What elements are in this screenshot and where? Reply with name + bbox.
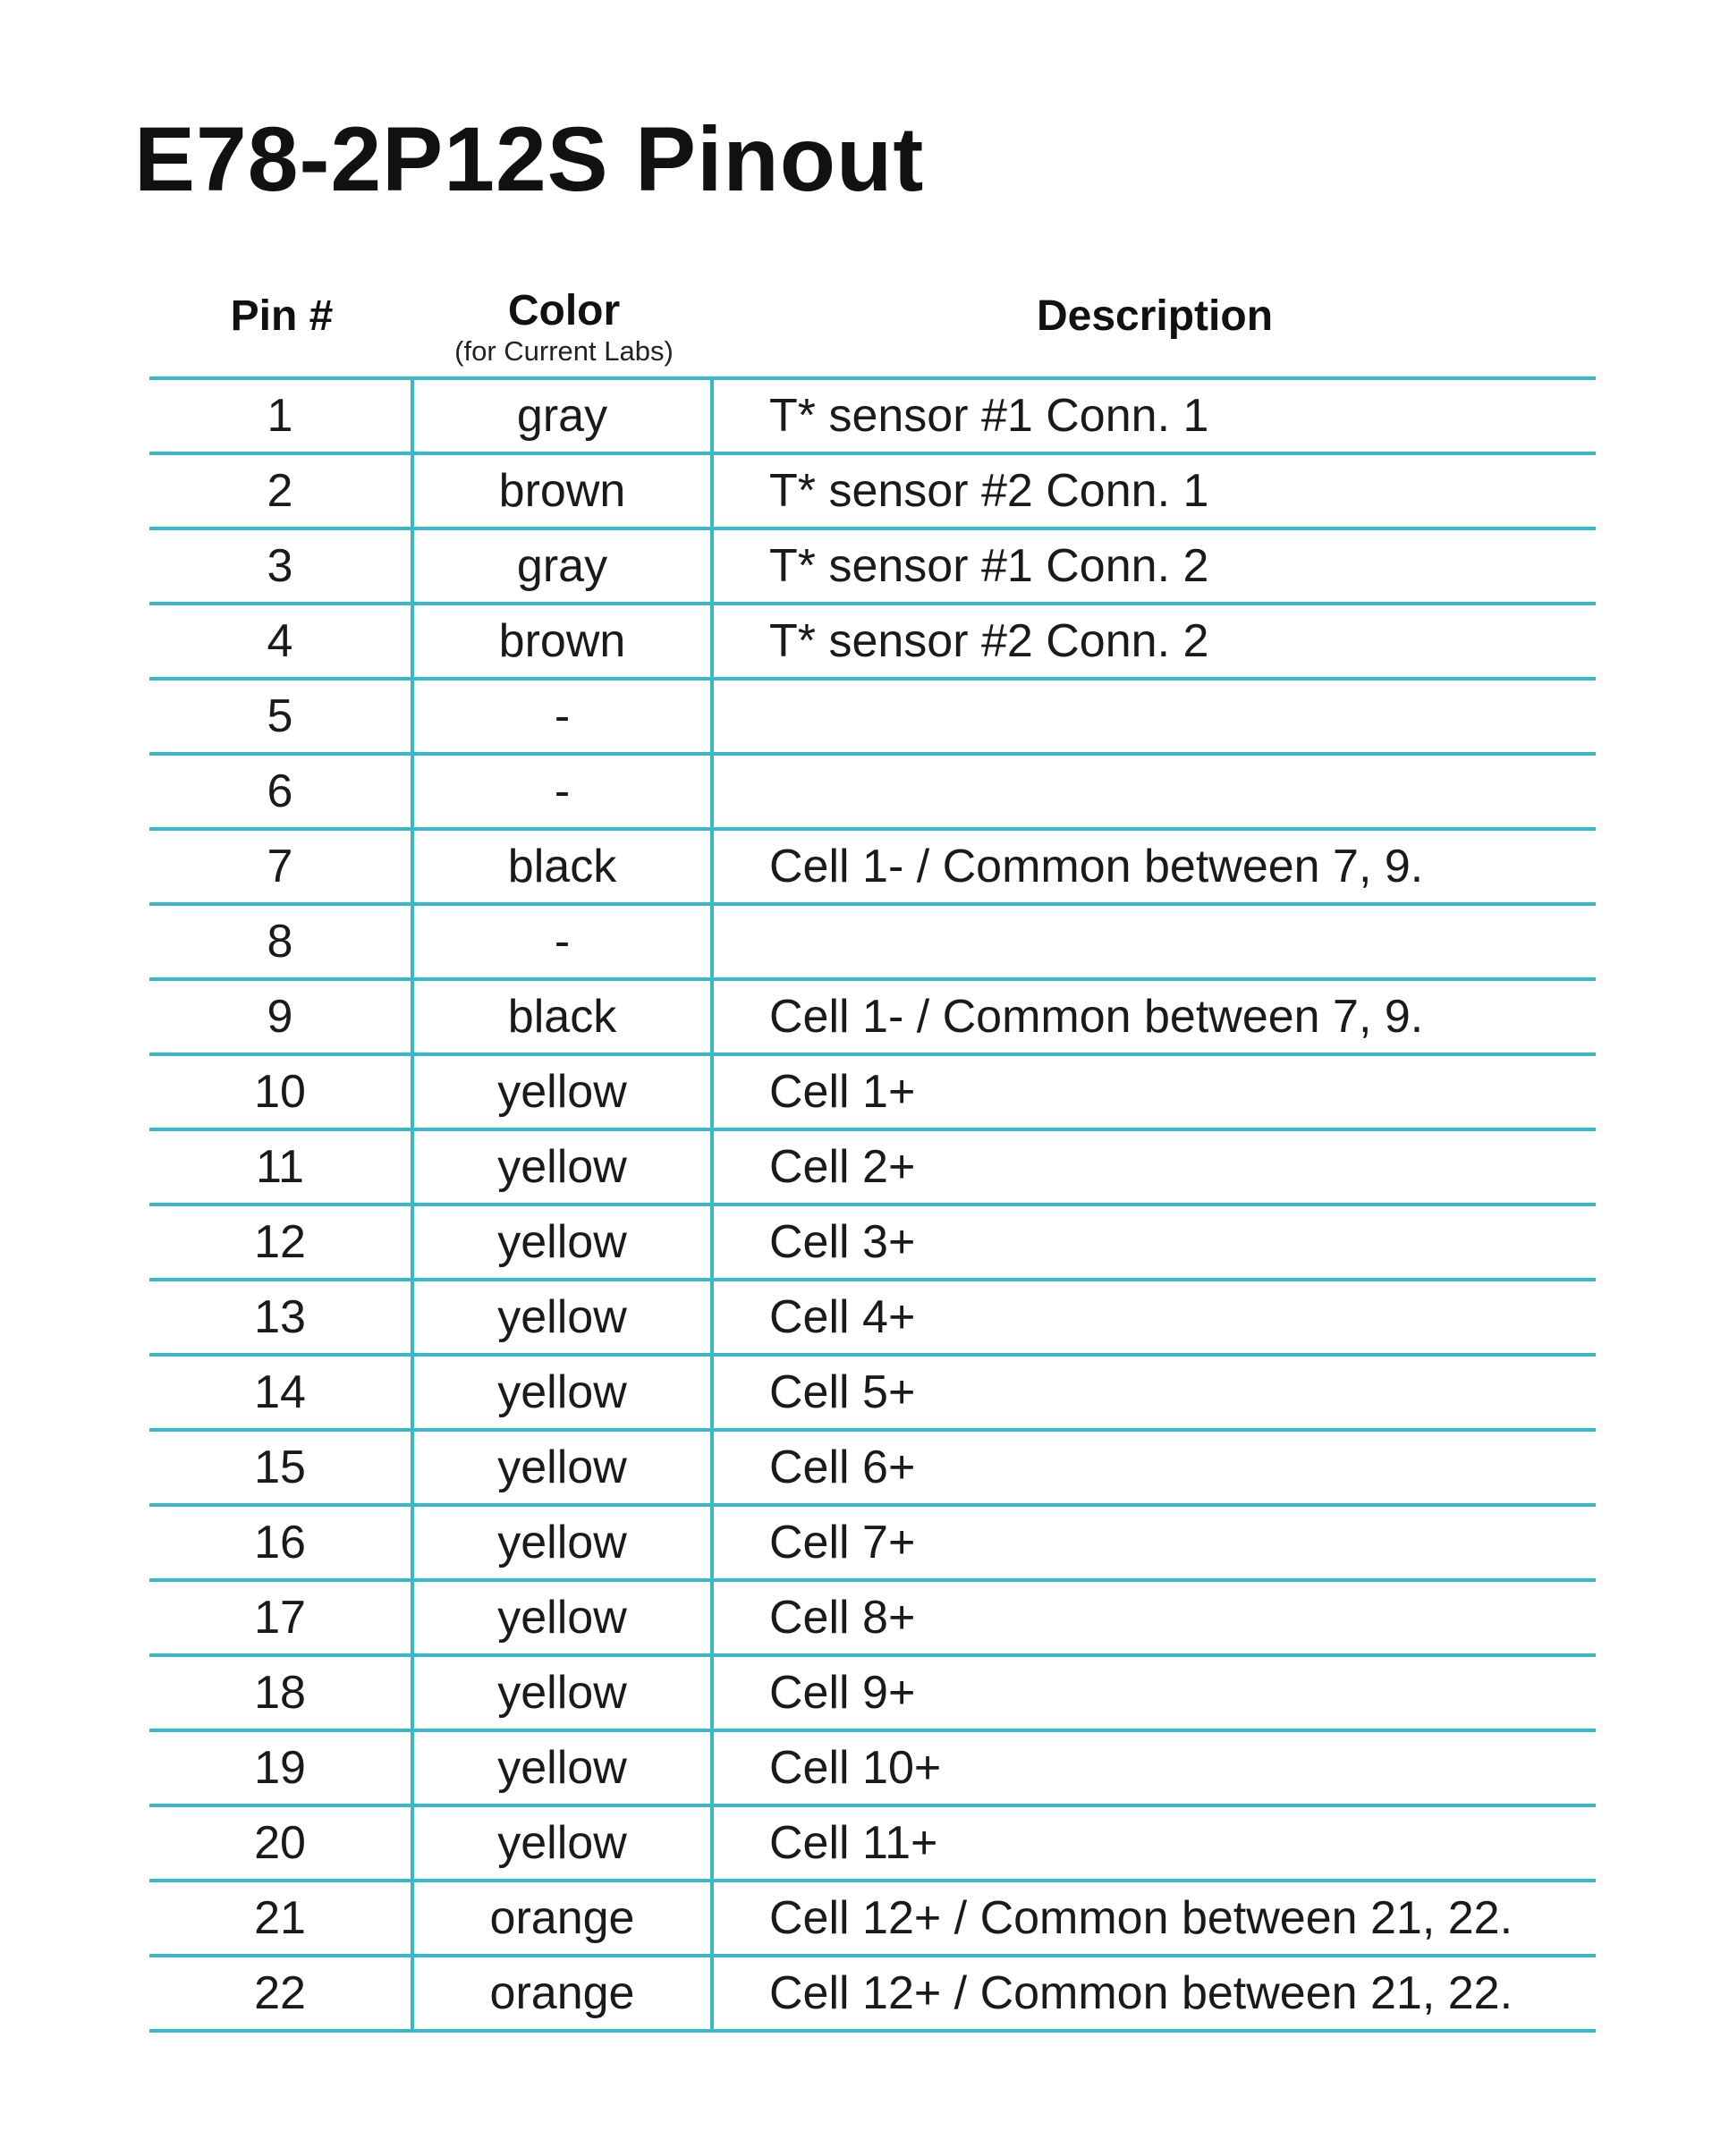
color-cell: black: [414, 981, 714, 1053]
table-row: [149, 1131, 1596, 1206]
header-pin-label: Pin #: [230, 292, 334, 340]
description-cell: Cell 12+ / Common between 21, 22.: [769, 1967, 1513, 2019]
color-cell: yellow: [414, 1657, 714, 1729]
pin-cell: 5: [149, 681, 414, 752]
table-row: [149, 605, 1596, 681]
description-cell: Cell 9+: [769, 1667, 916, 1719]
description-cell: Cell 7+: [769, 1517, 916, 1568]
pin-cell: 10: [149, 1056, 414, 1128]
table-row: [149, 981, 1596, 1056]
pin-cell: 21: [149, 1882, 414, 1954]
color-cell: yellow: [414, 1281, 714, 1353]
pin-cell: 3: [149, 530, 414, 602]
description-cell: Cell 1+: [769, 1066, 916, 1118]
pin-cell: 7: [149, 831, 414, 902]
pin-cell: 15: [149, 1432, 414, 1503]
description-cell: Cell 11+: [769, 1817, 938, 1869]
color-cell: orange: [414, 1957, 714, 2029]
pin-cell: 19: [149, 1732, 414, 1804]
table-row: [149, 831, 1596, 906]
description-cell: [714, 756, 1596, 827]
description-cell: Cell 8+: [769, 1592, 916, 1644]
pin-cell: 2: [149, 455, 414, 527]
header-color: [414, 268, 714, 380]
color-cell: -: [414, 756, 714, 827]
pin-cell: 8: [149, 906, 414, 977]
table-row: [149, 1807, 1596, 1882]
color-cell: orange: [414, 1882, 714, 1954]
color-cell: gray: [414, 380, 714, 452]
color-cell: brown: [414, 455, 714, 527]
table-row: [149, 530, 1596, 605]
pin-cell: 18: [149, 1657, 414, 1729]
color-cell: yellow: [414, 1357, 714, 1428]
pin-cell: 14: [149, 1357, 414, 1428]
table-row: [149, 906, 1596, 981]
table-row: [149, 1507, 1596, 1582]
pin-cell: 20: [149, 1807, 414, 1879]
page-title: E78-2P12S Pinout: [134, 108, 925, 210]
color-cell: yellow: [414, 1206, 714, 1278]
table-row: [149, 380, 1596, 455]
description-cell: Cell 1- / Common between 7, 9.: [769, 841, 1424, 892]
pin-cell: 9: [149, 981, 414, 1053]
table-row: [149, 1582, 1596, 1657]
description-cell: Cell 3+: [769, 1216, 916, 1268]
header-color-label: Color: [507, 287, 621, 334]
pinout-table: [149, 268, 1596, 2033]
header-pin: [149, 268, 414, 380]
pin-cell: 17: [149, 1582, 414, 1653]
table-row: [149, 1056, 1596, 1131]
pin-cell: 6: [149, 756, 414, 827]
color-cell: yellow: [414, 1056, 714, 1128]
table-row: [149, 455, 1596, 530]
description-cell: Cell 5+: [769, 1366, 916, 1418]
color-cell: yellow: [414, 1732, 714, 1804]
pin-cell: 11: [149, 1131, 414, 1203]
table-row: [149, 1732, 1596, 1807]
table-row: [149, 1957, 1596, 2033]
color-cell: brown: [414, 605, 714, 677]
description-cell: T* sensor #2 Conn. 1: [769, 465, 1209, 517]
header-color-sublabel: (for Current Labs): [454, 335, 674, 367]
description-cell: T* sensor #1 Conn. 2: [769, 540, 1209, 592]
color-cell: yellow: [414, 1432, 714, 1503]
color-cell: yellow: [414, 1807, 714, 1879]
table-header: [149, 268, 1596, 380]
color-cell: -: [414, 681, 714, 752]
description-cell: Cell 4+: [769, 1291, 916, 1343]
description-cell: T* sensor #1 Conn. 1: [769, 390, 1209, 442]
description-cell: Cell 2+: [769, 1141, 916, 1193]
table-row: [149, 756, 1596, 831]
description-cell: [714, 681, 1596, 752]
table-row: [149, 1281, 1596, 1357]
description-cell: T* sensor #2 Conn. 2: [769, 615, 1209, 667]
color-cell: -: [414, 906, 714, 977]
color-cell: yellow: [414, 1131, 714, 1203]
description-cell: Cell 10+: [769, 1742, 942, 1794]
table-row: [149, 1882, 1596, 1957]
pin-cell: 4: [149, 605, 414, 677]
pin-cell: 12: [149, 1206, 414, 1278]
table-row: [149, 1206, 1596, 1281]
pin-cell: 16: [149, 1507, 414, 1578]
color-cell: yellow: [414, 1582, 714, 1653]
color-cell: black: [414, 831, 714, 902]
pin-cell: 22: [149, 1957, 414, 2029]
color-cell: yellow: [414, 1507, 714, 1578]
description-cell: [714, 906, 1596, 977]
pin-cell: 13: [149, 1281, 414, 1353]
description-cell: Cell 6+: [769, 1442, 916, 1493]
header-description: [714, 268, 1596, 380]
table-row: [149, 1357, 1596, 1432]
table-row: [149, 1657, 1596, 1732]
header-description-label: Description: [1036, 292, 1274, 340]
color-cell: gray: [414, 530, 714, 602]
pin-cell: 1: [149, 380, 414, 452]
description-cell: Cell 1- / Common between 7, 9.: [769, 991, 1424, 1043]
table-body: [149, 380, 1596, 2033]
table-row: [149, 1432, 1596, 1507]
table-row: [149, 681, 1596, 756]
description-cell: Cell 12+ / Common between 21, 22.: [769, 1892, 1513, 1944]
